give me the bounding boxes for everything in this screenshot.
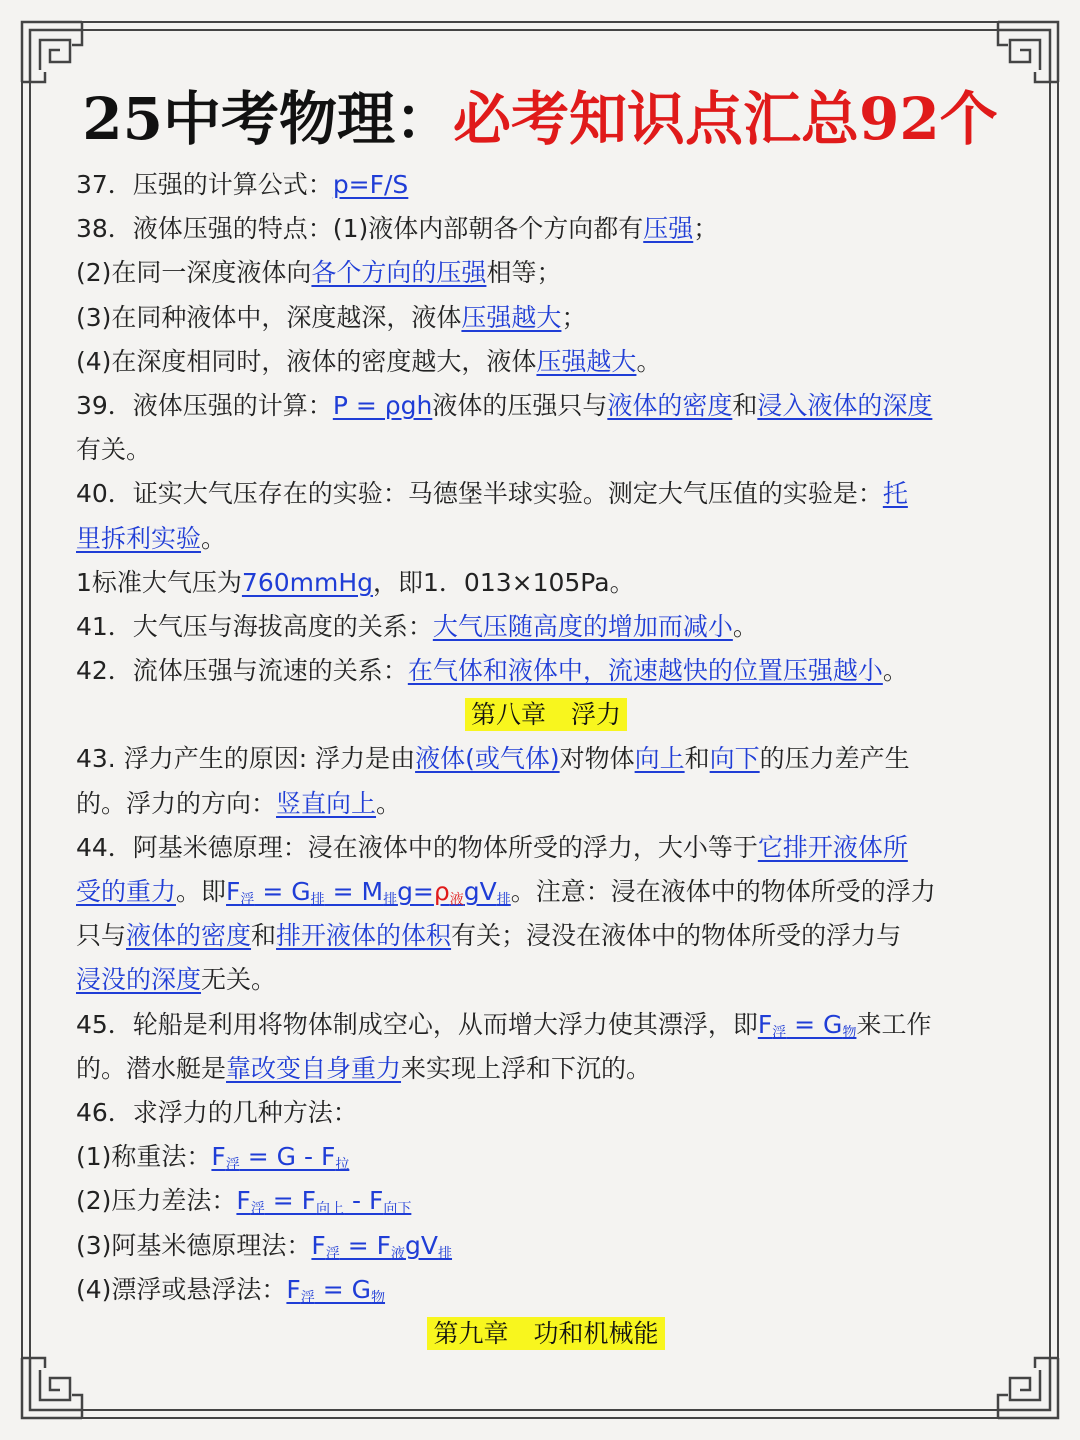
- answer: 浸入液体的深度: [757, 390, 933, 420]
- answer: 压强: [643, 214, 694, 244]
- text: = F: [264, 1186, 317, 1216]
- text: ρ: [433, 877, 450, 906]
- chapter-8-heading: [76, 693, 1016, 737]
- text: 有关。: [76, 435, 152, 465]
- text: 。: [376, 788, 402, 818]
- text: 来工作: [856, 1009, 932, 1039]
- answer: 受的重力: [76, 877, 177, 906]
- text: 浮: [225, 1157, 240, 1174]
- answer: 各个方向的压强: [311, 258, 487, 288]
- text: 向上: [316, 1201, 345, 1218]
- item-39: [76, 384, 1016, 428]
- text: ，即1．013×105Pa。: [373, 567, 635, 597]
- text: = G: [314, 1274, 372, 1304]
- item-44-formula: [76, 870, 1016, 914]
- text: 液: [449, 892, 464, 908]
- text: 。: [732, 611, 758, 641]
- formula: [758, 1010, 786, 1039]
- text: (3)在同种液体中，深度越深，液体: [76, 302, 462, 332]
- answer: 压强越大: [461, 302, 562, 332]
- text: ；: [561, 302, 587, 332]
- text: 和: [251, 921, 277, 951]
- answer: p=F/S: [332, 170, 409, 199]
- item-40-cont: [76, 517, 1016, 561]
- answer: 浸没的深度: [76, 965, 202, 995]
- item-40-atm: [76, 561, 1016, 605]
- text: 浮: [300, 1289, 315, 1306]
- answer: 竖直向上: [276, 788, 377, 818]
- text: 只与: [76, 921, 127, 951]
- text: 排: [438, 1245, 453, 1262]
- formula: [226, 877, 511, 906]
- text: F: [286, 1274, 301, 1304]
- text: F: [757, 1009, 773, 1039]
- answer: 760mmHg: [241, 567, 374, 597]
- text: 37．压强的计算公式：: [76, 170, 333, 199]
- answer: 托: [882, 479, 908, 509]
- answer: 液体(或气体): [415, 744, 560, 774]
- item-41: [76, 605, 1016, 649]
- chapter-9-heading: [76, 1312, 1016, 1356]
- formula: [311, 1231, 452, 1260]
- text: 对物体: [559, 744, 635, 774]
- text: = G - F: [239, 1142, 336, 1172]
- formula: [236, 1186, 412, 1218]
- text: 液: [391, 1245, 406, 1262]
- answer: 靠改变自身重力: [226, 1053, 402, 1083]
- item-38: [76, 207, 1016, 251]
- item-37: [76, 163, 1016, 207]
- text: 1标准大气压为: [76, 567, 242, 597]
- text: (2)在同一深度液体向: [76, 258, 312, 288]
- text: - F: [344, 1186, 384, 1216]
- page-title: [0, 72, 1080, 156]
- text: 39．液体压强的计算：: [76, 390, 333, 420]
- text: 42．流体压强与流速的关系：: [76, 656, 408, 686]
- text: 相等；: [486, 258, 562, 288]
- text: 排: [310, 892, 325, 908]
- text: 46．求浮力的几种方法：: [76, 1097, 358, 1127]
- item-42: [76, 649, 1016, 693]
- text: 。即: [176, 877, 227, 906]
- item-40: [76, 472, 1016, 516]
- item-46: [76, 1091, 1016, 1135]
- text: = M: [324, 877, 384, 906]
- text: F: [236, 1186, 251, 1216]
- text: ；: [693, 214, 719, 244]
- text: 的。浮力的方向：: [76, 788, 277, 818]
- item-43-cont: [76, 782, 1016, 826]
- method-3: [76, 1224, 1016, 1268]
- text: gV: [405, 1230, 439, 1260]
- text: 43. 浮力产生的原因: 浮力是由: [76, 744, 416, 774]
- answer: 它排开液体所: [757, 832, 908, 862]
- text: F: [211, 1142, 226, 1172]
- text: 45．轮船是利用将物体制成空心，从而增大浮力使其漂浮，即: [76, 1009, 758, 1039]
- text: gV: [463, 877, 497, 906]
- text: 液体的压强只与: [432, 390, 608, 420]
- item-38-3: [76, 296, 1016, 340]
- text: g=: [397, 877, 434, 906]
- text: 排: [496, 892, 511, 908]
- text: 41．大气压与海拔高度的关系：: [76, 611, 433, 641]
- text: 浮: [250, 1201, 265, 1218]
- text: 40．证实大气压存在的实验：马德堡半球实验。测定大气压值的实验是：: [76, 479, 883, 509]
- text: 拉: [335, 1157, 350, 1174]
- text: (1)称重法：: [76, 1142, 212, 1172]
- text: 来实现上浮和下沉的。: [401, 1053, 652, 1083]
- text: (4)漂浮或悬浮法：: [76, 1274, 287, 1304]
- answer: 向下: [709, 744, 760, 774]
- answer: P = ρgh: [332, 390, 433, 420]
- item-39-cont: [76, 428, 1016, 472]
- item-43: [76, 737, 1016, 781]
- text: 和: [732, 390, 758, 420]
- text: 浮: [772, 1024, 787, 1041]
- answer: 向上: [634, 744, 685, 774]
- item-44-cont: [76, 914, 1016, 958]
- text: 。注意：浸在液体中的物体所受的浮力: [510, 877, 936, 906]
- answer: 液体的密度: [126, 921, 252, 951]
- item-44-end: [76, 958, 1016, 1002]
- text: = F: [339, 1230, 392, 1260]
- text: (4)在深度相同时，液体的密度越大，液体: [76, 346, 537, 376]
- formula: [786, 1010, 856, 1039]
- text: = G: [786, 1009, 843, 1039]
- method-4: [76, 1268, 1016, 1312]
- text: 38．液体压强的特点：(1)液体内部朝各个方向都有: [76, 214, 644, 244]
- text: 物: [842, 1024, 857, 1041]
- text: 有关；浸没在液体中的物体所受的浮力与: [451, 921, 902, 951]
- formula: [211, 1142, 350, 1174]
- answer: 里拆利实验: [76, 523, 202, 553]
- text: 第九章 功和机械能: [427, 1317, 664, 1350]
- answer: 大气压随高度的增加而减小: [432, 611, 733, 641]
- text: 排: [383, 892, 398, 908]
- title-black: 25中考物理：: [82, 85, 453, 153]
- text: 物: [371, 1289, 386, 1306]
- answer: 在气体和液体中，流速越快的位置压强越小: [407, 656, 883, 686]
- item-38-2: [76, 251, 1016, 295]
- text: 浮: [325, 1245, 340, 1262]
- text: 向下: [383, 1201, 412, 1218]
- answer: 液体的密度: [607, 390, 733, 420]
- text: 和: [684, 744, 710, 774]
- item-45-cont: [76, 1047, 1016, 1091]
- text: 第八章 浮力: [465, 698, 627, 731]
- text: (3)阿基米德原理法：: [76, 1230, 312, 1260]
- answer: 排开液体的体积: [276, 921, 452, 951]
- text: F: [226, 877, 241, 906]
- formula: [286, 1275, 385, 1304]
- item-38-4: [76, 340, 1016, 384]
- text: (2)压力差法：: [76, 1186, 237, 1216]
- method-2: [76, 1179, 1016, 1223]
- text: 44．阿基米德原理：浸在液体中的物体所受的浮力，大小等于: [76, 832, 758, 862]
- text: 。: [882, 656, 908, 686]
- answer: 压强越大: [536, 346, 637, 376]
- text: 的。潜水艇是: [76, 1053, 227, 1083]
- text: F: [311, 1230, 326, 1260]
- item-45: [76, 1003, 1016, 1047]
- text: 。: [201, 523, 227, 553]
- content: [76, 163, 1016, 1356]
- text: 。: [636, 346, 662, 376]
- text: 的压力差产生: [759, 744, 910, 774]
- text: = G: [254, 877, 311, 906]
- item-44: [76, 826, 1016, 870]
- method-1: [76, 1135, 1016, 1179]
- text: 无关。: [201, 965, 277, 995]
- text: 浮: [240, 892, 255, 908]
- title-red: 必考知识点汇总92个: [453, 85, 998, 153]
